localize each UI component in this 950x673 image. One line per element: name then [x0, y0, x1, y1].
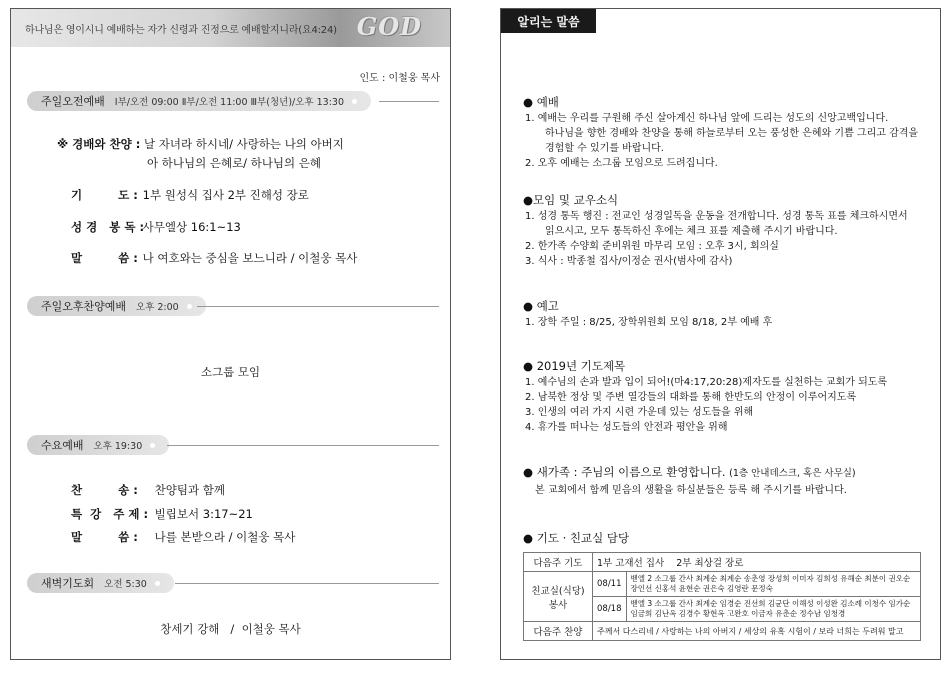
section-title: 수요예배: [41, 439, 84, 452]
banner-verse: 하나님은 영이시니 예배하는 자가 신령과 진정으로 예배할지니라(요4:24): [25, 25, 337, 36]
worship-order-panel: [10, 8, 451, 660]
section-time: 오후 19:30: [93, 441, 143, 452]
dot-ornament: [155, 581, 160, 586]
hymn-row: [71, 482, 225, 498]
duty-title: ● 기도 · 친교실 담당: [523, 531, 630, 545]
section-rule: [175, 583, 439, 584]
meeting-item-1: 1. 성경 통독 행진 : 전교인 성경일독을 운동을 전개합니다. 성경 통독 표를 체크하시면서: [525, 211, 908, 222]
prayer-topic-3: 3. 인생의 여러 가지 시련 가운데 있는 성도들을 위해: [525, 407, 754, 418]
section-time: Ⅰ부/오전 09:00 Ⅱ부/오전 11:00 Ⅲ부(청년)/오후 13:30: [114, 97, 344, 108]
next-prayer-value: 1부 고재선 집사 2부 최상걸 장로: [593, 553, 921, 572]
section-pill: [27, 91, 371, 111]
dawn-content: 창세기 강해 / 이철웅 목사: [160, 622, 301, 636]
meeting-item-3: 3. 식사 : 박종철 집사/이정순 권사(범사에 감사): [525, 256, 733, 267]
announcements-panel: [500, 8, 941, 660]
prayer-topic-2: 2. 남북한 정상 및 주변 열강들의 대화를 통해 한반도의 안정이 이루어지도록: [525, 392, 857, 403]
duty-members-2: 벧엘 3 소그룹 간사 최계순 임경순 진선희 김균단 이해성 이성완 김소례 이청수 임가순 임금희 김난옥 김경수 황현옥 고완호 이금자 유춘순 정수남 임청경: [626, 597, 921, 622]
prayer-row: [71, 187, 309, 203]
section-title: 주일오전예배: [41, 95, 105, 108]
dot-ornament: [150, 443, 155, 448]
worship-title: ● 예배: [523, 95, 559, 109]
section-pill: [27, 573, 174, 593]
section-afternoon-worship: [27, 296, 439, 318]
new-family-title: [523, 463, 923, 483]
section-dawn-prayer: [27, 573, 439, 595]
section-new-family: [523, 463, 923, 498]
duty-date-1: 08/11: [593, 572, 627, 597]
prayer-value: 1부 원성식 집사 2부 진해성 장로: [142, 188, 309, 202]
wed-sermon-label: 말 씀 :: [71, 530, 138, 544]
section-time: 오후 2:00: [136, 302, 179, 313]
hymn-label: 찬 송 :: [71, 483, 138, 497]
worship-item-1: 1. 예배는 우리를 구원해 주신 살아계신 하나님 앞에 드리는 성도의 신앙고백입니다.: [525, 113, 889, 124]
sermon-label: 말 씀 :: [71, 251, 138, 265]
scripture-label: 성 경 봉 독 :: [71, 220, 145, 234]
worship-leader: 인도 : 이철웅 목사: [359, 73, 440, 84]
next-hymn-value: 주께서 다스리네 / 사랑하는 나의 아버지 / 세상의 유혹 시험이 / 보라 너희는 두려워 말고: [593, 622, 921, 641]
prayer-topic-1: 1. 예수님의 손과 발과 입이 되어!(마4:17,20:28)제자도를 실천하는 교회가 되도록: [525, 377, 888, 388]
afternoon-content: 소그룹 모임: [200, 365, 261, 379]
section-rule: [197, 306, 439, 307]
prayer-topic-4: 4. 휴가를 떠나는 성도들의 안전과 평안을 위해: [525, 422, 728, 433]
hymn-value: 찬양팀과 함께: [154, 483, 225, 497]
new-family-text: 본 교회에서 함께 믿음의 생활을 하실분들은 등록 해 주시기를 바랍니다.: [535, 485, 847, 496]
next-hymn-label: 다음주 찬양: [524, 622, 593, 641]
section-rule: [379, 101, 439, 102]
worship-item-1c: 경험할 수 있기를 바랍니다.: [545, 143, 664, 154]
sermon-row: [71, 250, 357, 266]
announcements-header: 알리는 말씀: [501, 9, 596, 33]
table-row: [524, 553, 921, 572]
scripture-row: [71, 219, 241, 235]
table-row: [524, 572, 921, 597]
worship-item-1b: 하나님을 향한 경배와 찬양을 통해 하늘로부터 오는 풍성한 은혜와 기쁨 그리고 감격을: [545, 128, 919, 139]
prayer-topics-title: ● 2019년 기도제목: [523, 359, 626, 373]
wed-sermon-row: [71, 529, 295, 545]
sermon-value: 나 여호와는 중심을 보느니라 / 이철웅 목사: [142, 251, 358, 265]
section-worship-notes: [523, 93, 923, 171]
scripture-value: 사무엘상 16:1~13: [142, 220, 241, 234]
section-wednesday-worship: [27, 435, 439, 457]
lecture-label: 특 강 주 제 :: [71, 507, 149, 521]
wed-sermon-value: 나를 본받으라 / 이철웅 목사: [154, 530, 296, 544]
meeting-item-1b: 읽으시고, 모두 통독하신 후에는 체크 표를 제출해 주시기 바랍니다.: [545, 226, 838, 237]
section-morning-worship: [27, 91, 439, 113]
next-prayer-label: 다음주 기도: [524, 553, 593, 572]
section-title: 주일오후찬양예배: [41, 300, 127, 313]
lecture-row: [71, 506, 253, 522]
section-title: 새벽기도회: [41, 577, 95, 590]
section-pill: [27, 435, 169, 455]
new-family-note: (1층 안내데스크, 혹은 사무실): [729, 468, 856, 479]
notice-title: ● 예고: [523, 299, 559, 313]
section-pill: [27, 296, 206, 316]
praise-row: [57, 136, 344, 152]
table-row: [524, 622, 921, 641]
duty-date-2: 08/18: [593, 597, 627, 622]
praise-label: ※ 경배와 찬양 :: [57, 137, 141, 151]
dot-ornament: [352, 99, 357, 104]
duty-members-1: 벧엘 2 소그룹 간사 최계순 최계순 송춘영 장성희 이미자 김희성 유해순 최분이 권오순 장인선 신홍석 윤현순 권은숙 김영란 문정숙: [626, 572, 921, 597]
meeting-title: ●모임 및 교우소식: [523, 193, 619, 207]
section-time: 오전 5:30: [104, 579, 147, 590]
worship-item-2: 2. 오후 예배는 소그룹 모임으로 드려집니다.: [525, 158, 718, 169]
section-rule: [167, 445, 439, 446]
section-prayer-topics: [523, 357, 923, 435]
meeting-item-2: 2. 한가족 수양회 준비위원 마무리 모임 : 오후 3시, 회의실: [525, 241, 779, 252]
praise-value-2: 아 하나님의 은혜로/ 하나님의 은혜: [147, 156, 322, 170]
section-meeting-news: [523, 191, 923, 269]
dot-ornament: [187, 304, 192, 309]
banner: [11, 9, 450, 47]
fellowship-label: 친교실(식당) 봉사: [524, 572, 593, 622]
notice-item-1: 1. 장학 주일 : 8/25, 장학위원회 모임 8/18, 2부 예배 후: [525, 317, 773, 328]
praise-value-1: 날 자녀라 하시네/ 사랑하는 나의 아버지: [144, 137, 344, 151]
banner-logo: GOD: [356, 12, 422, 41]
prayer-label: 기 도 :: [71, 188, 138, 202]
new-family-heading: ● 새가족 : 주님의 이름으로 환영합니다.: [523, 465, 726, 479]
section-duty-title: [523, 529, 923, 547]
section-notice: [523, 297, 923, 330]
duty-table: [523, 552, 921, 641]
lecture-value: 빌립보서 3:17~21: [154, 507, 253, 521]
